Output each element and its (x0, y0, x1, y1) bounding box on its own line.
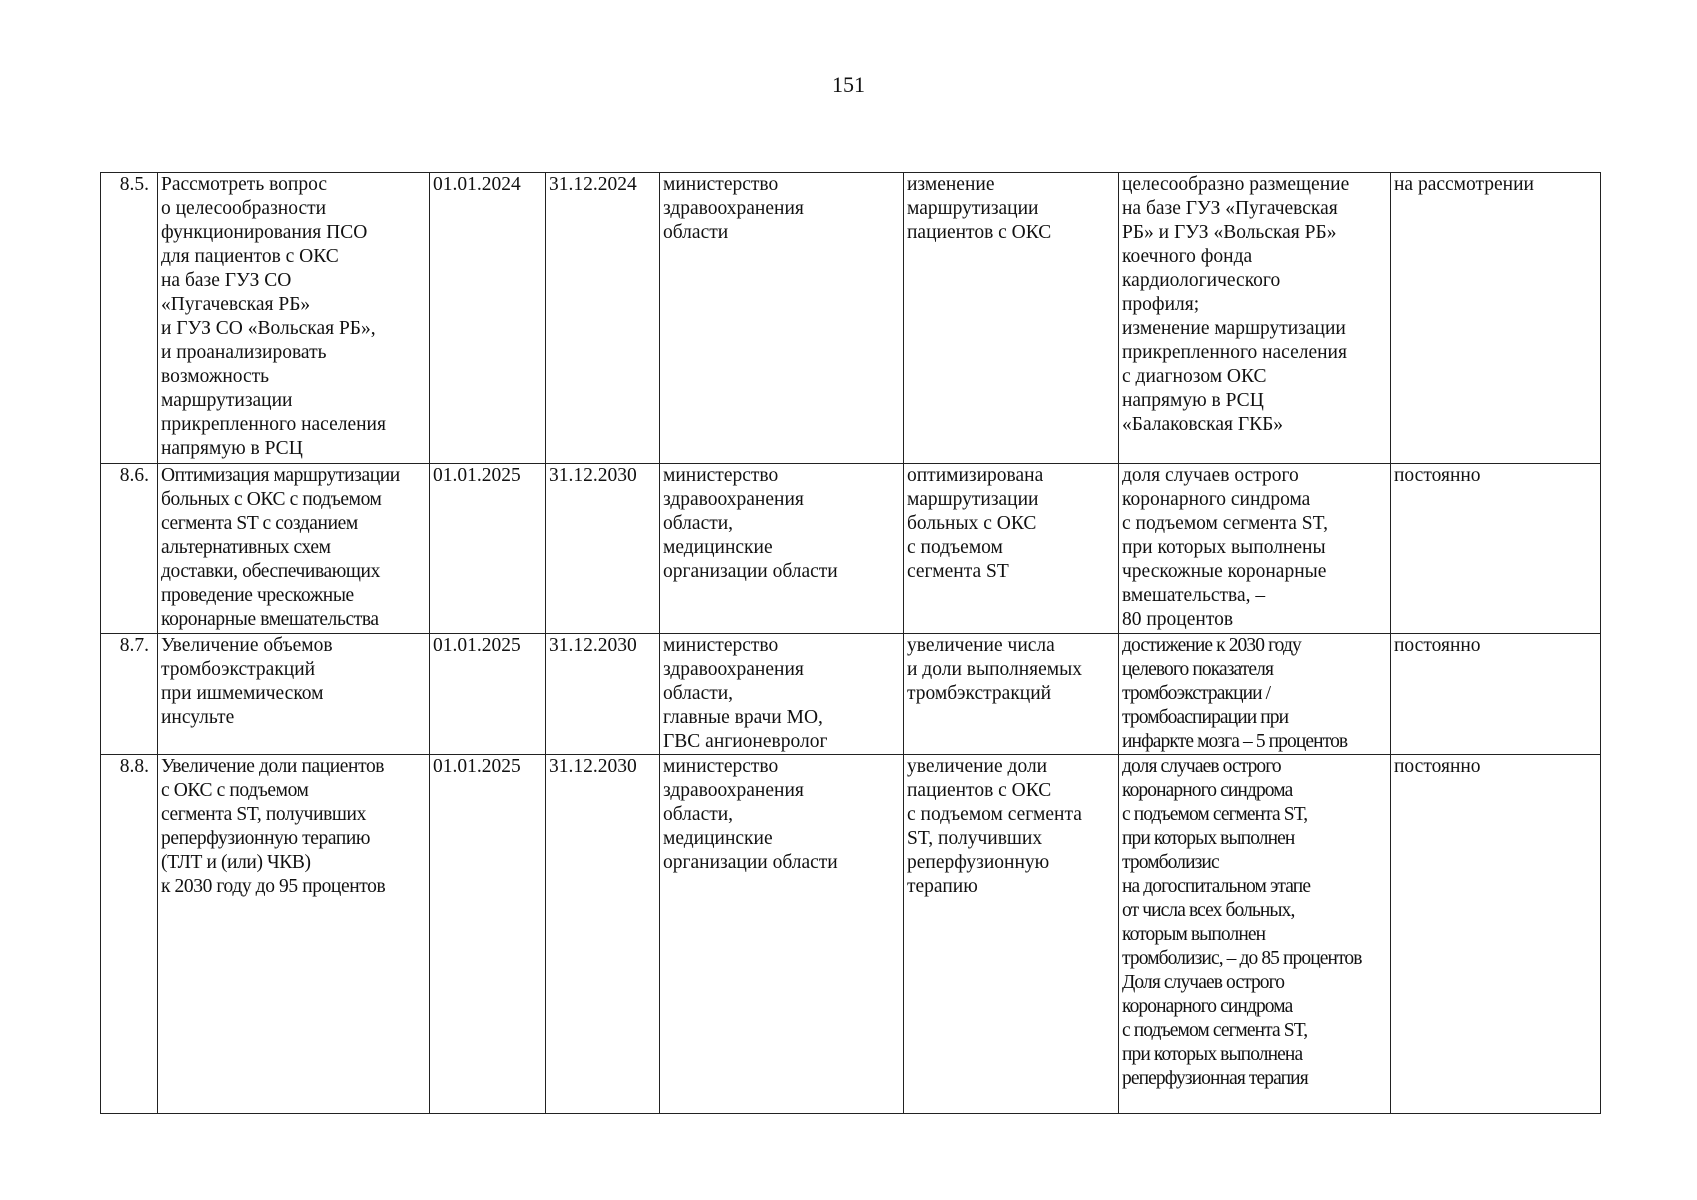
table-row (101, 173, 1601, 464)
start-date-cell: 01.01.2024 (430, 173, 546, 464)
responsible-cell: министерство здравоохранения области, медицинские организации области (660, 464, 904, 634)
action-cell: Рассмотреть вопрос о целесообразности функционирования ПСО для пациентов с ОКС на базе ГУЗ СО «Пугачевская РБ» и ГУЗ СО «Вольская РБ», и проанализировать возможность маршрутизации прикрепленного населения напрямую в РСЦ (158, 173, 430, 464)
action-cell: Увеличение доли пациентов с ОКС с подъемом сегмента ST, получивших реперфузионную терапию (ТЛТ и (или) ЧКВ) к 2030 году до 95 процентов (158, 755, 430, 1114)
end-date-cell: 31.12.2024 (546, 173, 660, 464)
item-number: 8.6. (101, 464, 158, 634)
end-date-cell: 31.12.2030 (546, 755, 660, 1114)
indicator-cell: доля случаев острого коронарного синдрома с подъемом сегмента ST, при которых выполнен тромболизис на догоспитальном этапе от числа всех больных, которым выполнен тромболизис, – до 85 процентов Доля случаев острого коронарного синдрома с подъемом сегмента ST, при которых выполнена реперфузионная терапия (1119, 755, 1391, 1114)
result-cell: оптимизирована маршрутизации больных с ОКС с подъемом сегмента ST (904, 464, 1119, 634)
start-date-cell: 01.01.2025 (430, 464, 546, 634)
item-number: 8.5. (101, 173, 158, 464)
status-cell: постоянно (1391, 464, 1601, 634)
table-row (101, 634, 1601, 755)
start-date-cell: 01.01.2025 (430, 634, 546, 755)
start-date-cell: 01.01.2025 (430, 755, 546, 1114)
action-cell: Увеличение объемов тромбоэкстракций при ишмемическом инсульте (158, 634, 430, 755)
indicator-cell: доля случаев острого коронарного синдрома с подъемом сегмента ST, при которых выполнены чрескожные коронарные вмешательства, – 80 процентов (1119, 464, 1391, 634)
responsible-cell: министерство здравоохранения области, медицинские организации области (660, 755, 904, 1114)
status-cell: на рассмотрении (1391, 173, 1601, 464)
indicator-cell: целесообразно размещение на базе ГУЗ «Пугачевская РБ» и ГУЗ «Вольская РБ» коечного фонда кардиологического профиля; изменение маршрутизации прикрепленного населения с диагнозом ОКС напрямую в РСЦ «Балаковская ГКБ» (1119, 173, 1391, 464)
responsible-cell: министерство здравоохранения области (660, 173, 904, 464)
page-number: 151 (832, 72, 865, 97)
action-cell: Оптимизация маршрутизации больных с ОКС с подъемом сегмента ST с созданием альтернативных схем доставки, обеспечивающих проведение чрескожные коронарные вмешательства (158, 464, 430, 634)
item-number: 8.7. (101, 634, 158, 755)
end-date-cell: 31.12.2030 (546, 464, 660, 634)
end-date-cell: 31.12.2030 (546, 634, 660, 755)
result-cell: изменение маршрутизации пациентов с ОКС (904, 173, 1119, 464)
status-cell: постоянно (1391, 755, 1601, 1114)
status-cell: постоянно (1391, 634, 1601, 755)
indicator-cell: достижение к 2030 году целевого показателя тромбоэкстракции / тромбоаспирации при инфаркте мозга – 5 процентов (1119, 634, 1391, 755)
item-number: 8.8. (101, 755, 158, 1114)
responsible-cell: министерство здравоохранения области, главные врачи МО, ГВС ангионевролог (660, 634, 904, 755)
result-cell: увеличение числа и доли выполняемых тромбэкстракций (904, 634, 1119, 755)
table-row (101, 464, 1601, 634)
table-row (101, 755, 1601, 1114)
result-cell: увеличение доли пациентов с ОКС с подъемом сегмента ST, получивших реперфузионную терапию (904, 755, 1119, 1114)
measures-table (100, 172, 1601, 1114)
